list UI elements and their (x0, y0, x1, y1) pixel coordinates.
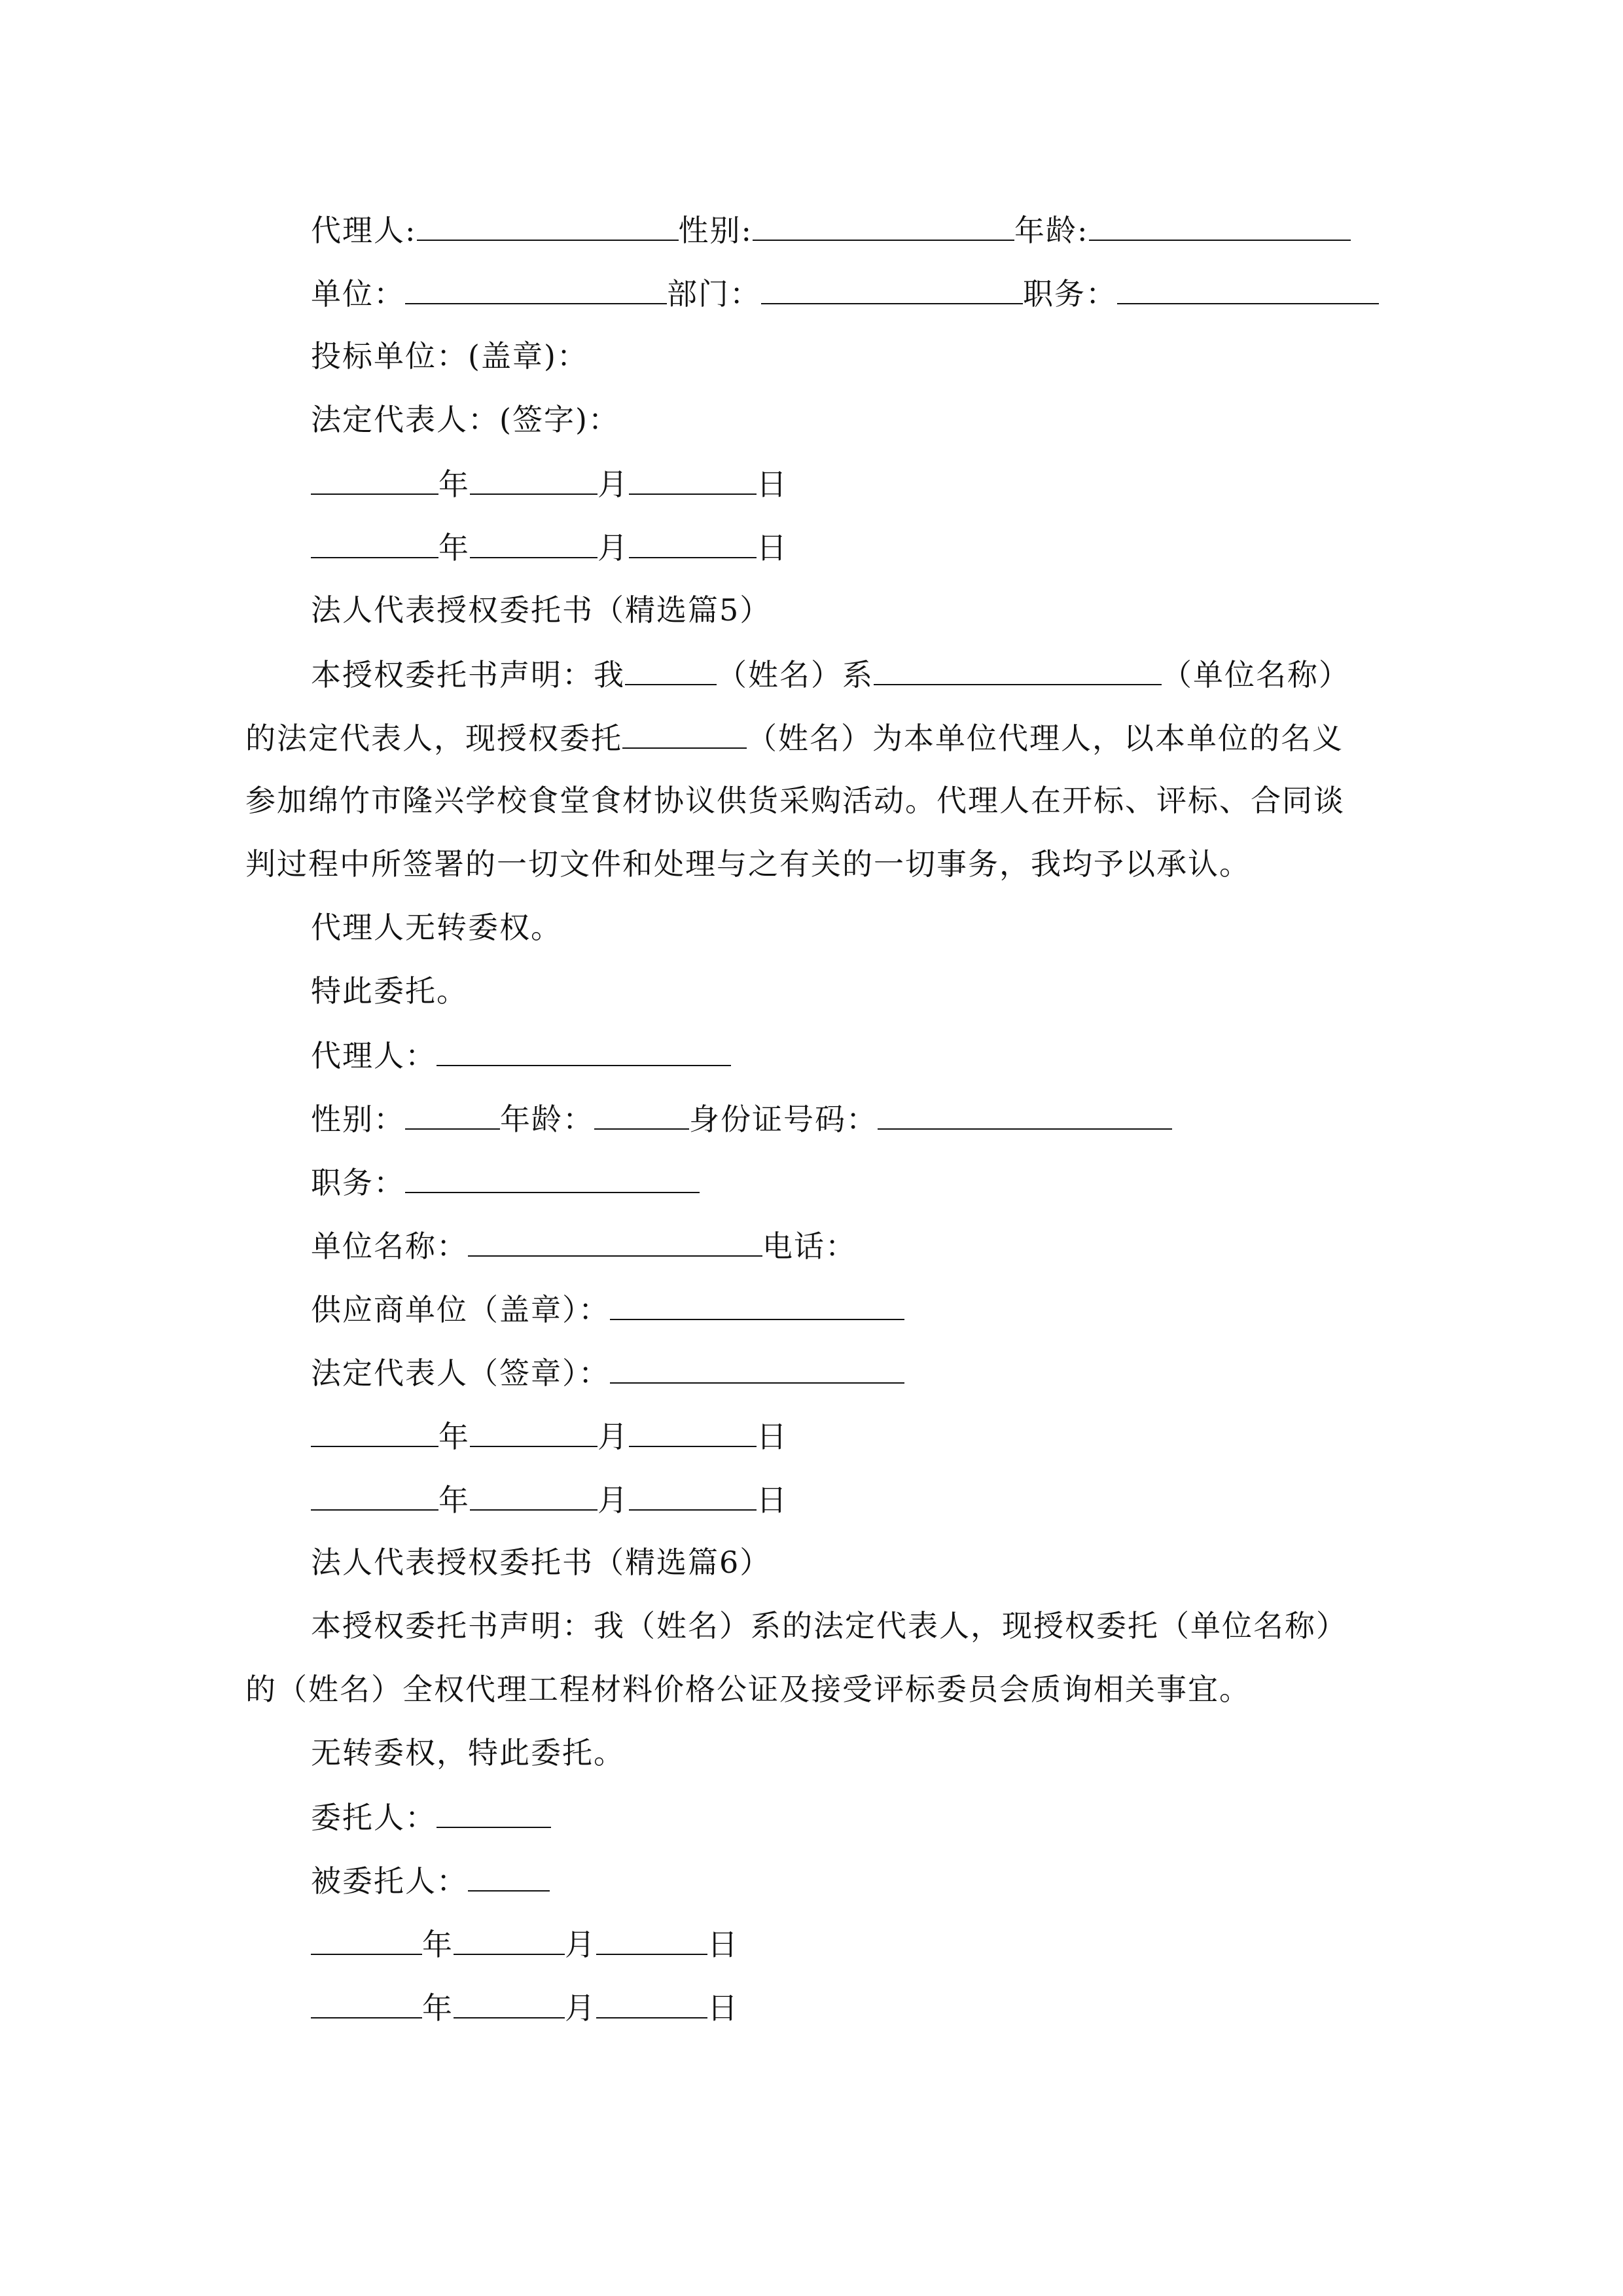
day-label: 日 (757, 467, 788, 502)
day-blank (629, 1479, 757, 1511)
legal-rep-row (311, 1352, 904, 1393)
day-label: 日 (707, 1990, 739, 2026)
date-row (311, 463, 788, 504)
paragraph-line (245, 1670, 1251, 1709)
date-row (311, 1924, 739, 1964)
day-blank (629, 527, 757, 558)
unit-name-blank (874, 654, 1162, 685)
paragraph-text: 本授权委托书声明：我（姓名）系的法定代表人，现授权委托（单位名称） (311, 1608, 1347, 1643)
supplier-blank (610, 1289, 904, 1320)
month-label: 月 (597, 1419, 629, 1454)
dept-blank (761, 273, 1023, 304)
hereby-line (311, 971, 468, 1011)
section-6-title: 法人代表授权委托书（精选篇6） (311, 1545, 772, 1580)
supplier-row (311, 1289, 904, 1329)
principal-row (311, 1797, 551, 1837)
year-label: 年 (422, 1990, 454, 2026)
agent-row (311, 209, 1351, 250)
day-label: 日 (707, 1927, 739, 1962)
legal-rep-blank (610, 1352, 904, 1384)
supplier-label: 供应商单位（盖章）： (311, 1292, 610, 1327)
year-label: 年 (438, 467, 470, 502)
date-row (311, 1479, 788, 1520)
age-label: 年龄: (1014, 213, 1089, 248)
hereby-line (311, 1733, 625, 1772)
paragraph-line (245, 781, 1345, 820)
paragraph-line (245, 844, 1251, 884)
month-label: 月 (597, 530, 629, 565)
principal-label: 委托人： (311, 1800, 437, 1835)
year-label: 年 (438, 1419, 470, 1454)
section-5-title: 法人代表授权委托书（精选篇5） (311, 592, 772, 628)
bidder-label: 投标单位：(盖章)： (311, 338, 588, 374)
legal-rep-label: 法定代表人：(签字)： (311, 402, 620, 437)
unit-row (311, 273, 1379, 314)
phone-label: 电话： (762, 1229, 857, 1264)
year-blank (311, 1479, 438, 1511)
year-label: 年 (422, 1927, 454, 1962)
gender-label: 性别： (311, 1102, 405, 1137)
gender-label: 性别: (678, 213, 753, 248)
day-label: 日 (757, 1482, 788, 1518)
month-blank (454, 1987, 565, 2018)
legal-rep-label: 法定代表人（签章）： (311, 1355, 610, 1391)
day-blank (629, 463, 757, 495)
gender-row (311, 1098, 1172, 1139)
date-row (311, 527, 788, 567)
paragraph-text: 判过程中所签署的一切文件和处理与之有关的一切事务，我均予以承认。 (245, 846, 1251, 882)
paragraph-line (245, 717, 1344, 758)
unit-label: 单位： (311, 276, 405, 312)
id-blank (878, 1098, 1172, 1130)
month-label: 月 (565, 1990, 596, 2026)
principal-blank (437, 1797, 551, 1828)
name-blank (622, 717, 747, 749)
date-row (311, 1416, 788, 1456)
paragraph-text: 本授权委托书声明：我 (311, 657, 625, 692)
year-blank (311, 527, 438, 558)
section-title (311, 590, 771, 630)
unit-name-row (311, 1225, 857, 1266)
month-label: 月 (597, 1482, 629, 1518)
month-label: 月 (565, 1927, 596, 1962)
year-blank (311, 1416, 438, 1447)
name-blank (625, 654, 717, 685)
paragraph-text: 参加绵竹市隆兴学校食堂食材协议供货采购活动。代理人在开标、评标、合同谈 (245, 783, 1345, 818)
paragraph-line (311, 1606, 1347, 1645)
paragraph-text: （姓名）系 (717, 657, 874, 692)
day-blank (596, 1987, 707, 2018)
year-label: 年 (438, 530, 470, 565)
position-blank (1117, 273, 1379, 304)
unit-name-label: 单位名称： (311, 1229, 468, 1264)
age-blank (594, 1098, 689, 1130)
no-transfer-line (311, 908, 562, 947)
agent-label: 代理人： (311, 1038, 437, 1073)
month-blank (470, 1416, 597, 1447)
year-blank (311, 463, 438, 495)
hereby-text: 无转委权，特此委托。 (311, 1735, 625, 1770)
unit-name-blank (468, 1225, 762, 1257)
paragraph-line (311, 654, 1350, 694)
year-blank (311, 1987, 422, 2018)
legal-rep-row (311, 400, 620, 439)
no-transfer-text: 代理人无转委权。 (311, 910, 562, 945)
month-blank (454, 1924, 565, 1955)
month-label: 月 (597, 467, 629, 502)
day-blank (629, 1416, 757, 1447)
paragraph-text: 的法定代表人，现授权委托 (245, 721, 622, 756)
agent-blank (417, 209, 679, 241)
age-blank (1089, 209, 1351, 241)
day-label: 日 (757, 530, 788, 565)
position-label: 职务： (311, 1165, 405, 1200)
trustee-label: 被委托人： (311, 1863, 468, 1899)
gender-blank (753, 209, 1014, 241)
agent-row (311, 1035, 731, 1075)
paragraph-text: （单位名称） (1162, 657, 1350, 692)
year-label: 年 (438, 1482, 470, 1518)
bidder-row (311, 336, 588, 376)
month-blank (470, 527, 597, 558)
day-blank (596, 1924, 707, 1955)
unit-blank (405, 273, 667, 304)
day-label: 日 (757, 1419, 788, 1454)
year-blank (311, 1924, 422, 1955)
date-row (311, 1987, 739, 2028)
trustee-row (311, 1860, 550, 1901)
paragraph-text: （姓名）为本单位代理人，以本单位的名义 (747, 721, 1344, 756)
month-blank (470, 463, 597, 495)
position-label: 职务： (1023, 276, 1117, 312)
agent-label: 代理人: (311, 213, 417, 248)
dept-label: 部门： (667, 276, 761, 312)
id-label: 身份证号码： (689, 1102, 878, 1137)
month-blank (470, 1479, 597, 1511)
position-row (311, 1162, 700, 1202)
age-label: 年龄： (500, 1102, 594, 1137)
gender-blank (405, 1098, 500, 1130)
paragraph-text: 的（姓名）全权代理工程材料价格公证及接受评标委员会质询相关事宜。 (245, 1672, 1251, 1707)
trustee-blank (468, 1860, 550, 1892)
hereby-text: 特此委托。 (311, 973, 468, 1009)
section-title (311, 1543, 771, 1582)
position-blank (405, 1162, 700, 1193)
agent-blank (437, 1035, 731, 1066)
